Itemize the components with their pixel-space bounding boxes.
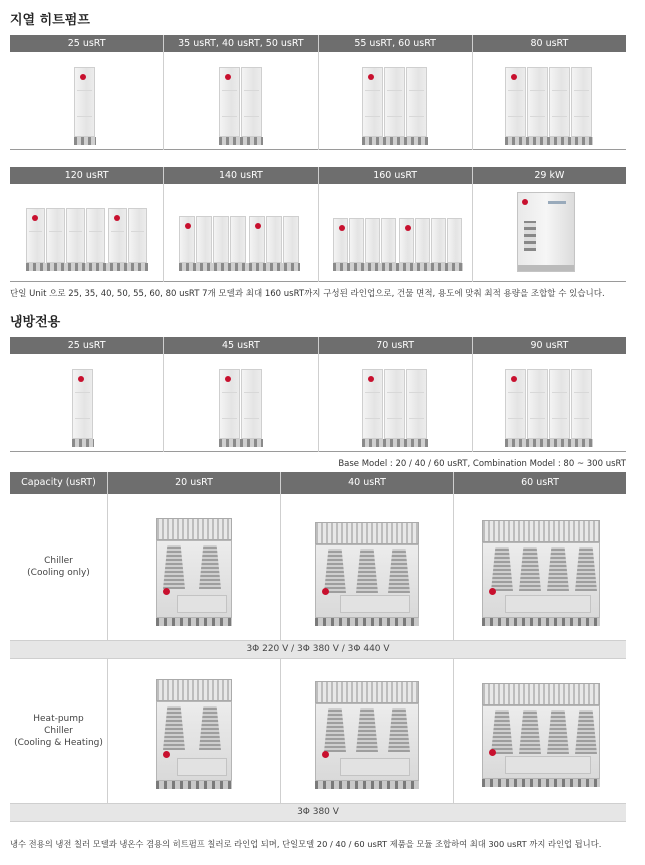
capacity-header: 29 kW (473, 167, 626, 184)
chiller-image-cell (453, 494, 626, 640)
chiller-column-header: 40 usRT (280, 472, 453, 494)
chiller-footnote: 냉수 전용의 냉전 칠러 모델과 냉온수 겸용의 히트펌프 칠러로 라인업 되며, 단일모델 20 / 40 / 60 usRT 제품을 모듈 조합하여 최대 300 usRT 까지 라인업 됩니다. (10, 839, 602, 849)
capacity-header: 160 usRT (319, 167, 472, 184)
product-cell (472, 337, 626, 452)
product-cell (10, 337, 163, 452)
geothermal-note: 단일 Unit 으로 25, 35, 40, 50, 55, 60, 80 usRT 7개 모델과 최대 160 usRT까지 구성된 라인업으로, 건물 면적, 용도에 맞춰 최적 용량을 조합할 수 있습니다. (10, 289, 605, 299)
product-cell (472, 35, 626, 150)
capacity-header: 35 usRT, 40 usRT, 50 usRT (164, 35, 317, 52)
product-cell (318, 337, 472, 452)
chiller-unit-image (156, 518, 232, 626)
capacity-header: 25 usRT (10, 337, 163, 354)
chiller-row-heatpump (10, 659, 626, 803)
chiller-image-cell (453, 659, 626, 803)
heat-pump-unit-image (26, 208, 148, 263)
heat-pump-unit-image (362, 67, 428, 137)
heat-pump-unit-image (74, 67, 96, 137)
product-cell (10, 35, 163, 150)
capacity-header: 70 usRT (319, 337, 472, 354)
section-title-cooling: 냉방전용 (10, 315, 61, 330)
cooling-unit-image (72, 369, 94, 439)
heat-pump-unit-image (179, 216, 300, 263)
heatpump-chiller-image (156, 679, 232, 789)
capacity-header: 45 usRT (164, 337, 317, 354)
heat-pump-unit-image (505, 67, 593, 137)
chiller-row-cooling (10, 494, 626, 640)
chiller-image-cell (280, 494, 453, 640)
chiller-column-header: 60 usRT (453, 472, 626, 494)
capacity-header: 90 usRT (473, 337, 626, 354)
row-label: Heat-pump Chiller (Cooling & Heating) (14, 714, 103, 748)
cooling-unit-image (362, 369, 428, 439)
capacity-column-header: Capacity (usRT) (10, 472, 107, 494)
product-cell (472, 167, 626, 282)
product-cell (318, 167, 472, 282)
cooling-unit-image (219, 369, 263, 439)
section-title-geothermal: 지열 히트펌프 (10, 13, 90, 28)
capacity-header: 80 usRT (473, 35, 626, 52)
product-cell (318, 35, 472, 150)
voltage-row-heatpump: 3Φ 380 V (10, 803, 626, 822)
heatpump-chiller-image (482, 683, 600, 787)
row-label: Chiller (Cooling only) (27, 556, 90, 578)
chiller-unit-image (482, 520, 600, 626)
capacity-header: 25 usRT (10, 35, 163, 52)
geothermal-row2 (10, 167, 626, 282)
chiller-column-header: 20 usRT (107, 472, 280, 494)
chiller-unit-image (315, 522, 419, 626)
capacity-header: 120 usRT (10, 167, 163, 184)
chiller-image-cell (107, 494, 280, 640)
chiller-table (10, 472, 626, 822)
heat-pump-unit-image (333, 218, 463, 263)
product-cell (163, 337, 317, 452)
cooling-unit-image (505, 369, 593, 439)
product-cell (10, 167, 163, 282)
heat-pump-unit-image (219, 67, 263, 137)
geothermal-row1 (10, 35, 626, 150)
capacity-header: 140 usRT (164, 167, 317, 184)
chiller-image-cell (280, 659, 453, 803)
product-cell (163, 35, 317, 150)
product-cell (163, 167, 317, 282)
capacity-header: 55 usRT, 60 usRT (319, 35, 472, 52)
indoor-unit-image (517, 192, 575, 272)
chiller-table-header (10, 472, 626, 494)
voltage-row-cooling: 3Φ 220 V / 3Φ 380 V / 3Φ 440 V (10, 640, 626, 659)
cooling-note: Base Model : 20 / 40 / 60 usRT, Combination Model : 80 ~ 300 usRT (338, 459, 626, 469)
heatpump-chiller-image (315, 681, 419, 789)
cooling-row (10, 337, 626, 452)
chiller-image-cell (107, 659, 280, 803)
